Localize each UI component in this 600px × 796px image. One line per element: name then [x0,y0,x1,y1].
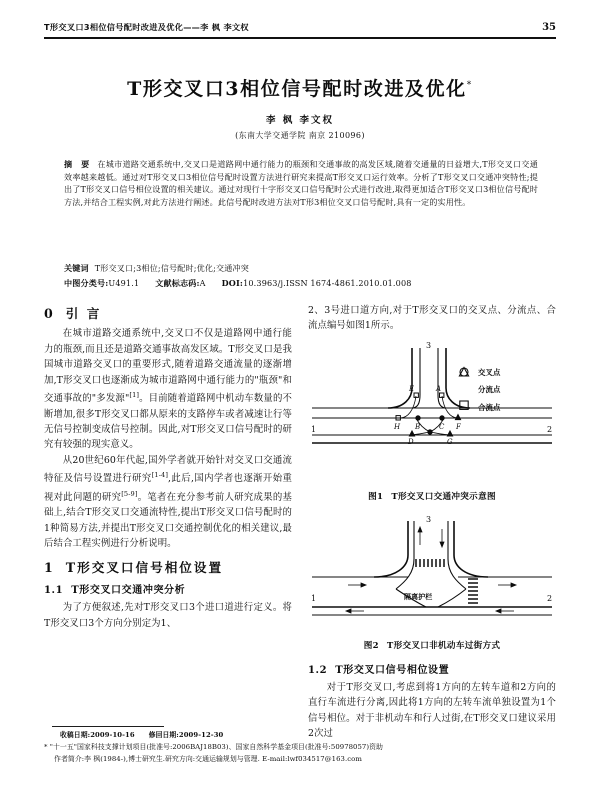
running-head-title: T形交叉口3相位信号配时改进及优化——李 枫 李文权 [44,22,249,32]
received-label: 收稿日期: [60,731,91,739]
figure-1-approach-2: 2 [547,424,553,434]
intro-p2-c: 。笔者在充分参考前人研究成果的基础上,结合T形交叉口交通流特性,提出T形交叉口信号配时的1种简易方法,并提出T形交叉口交通控制优化的相关建议,最后结合工程实例进行分析说明。 [44,491,292,550]
legend-label-2: 合流点 [478,402,501,412]
abstract-label: 摘 要 [64,159,93,169]
intro-paragraph-1 [44,326,292,452]
figure-1-caption [308,490,556,505]
doc-code-value: A [199,278,206,288]
figure-1-caption-text: T形交叉口交通冲突示意图 [391,491,496,502]
intro-p2-a: 从20世纪60年代起,国外学者就开始针对交叉口交通流特征及信号设置进行研究 [44,454,292,485]
figure-1-label-G: G [447,437,453,446]
doi-value: 10.3963/j.ISSN 1674-4861.2010.01.008 [243,278,412,288]
figure-2-inner-label: 隔离护栏 [404,593,433,602]
revised-date: 2009-12-30 [178,731,224,739]
header-rule [44,37,556,39]
figure-1-label-F: F [456,422,461,431]
figure-1-legend [459,367,501,412]
left-column [44,303,292,631]
article-title-text: T形交叉口3相位信号配时改进及优化 [127,78,467,100]
running-head [44,22,556,33]
legend-label-1: 分流点 [478,384,501,394]
received-date: 2009-10-16 [90,731,135,739]
intro-p2-b: ,此后,国内学者也逐渐开始重视对此问题的研究 [44,473,292,503]
figure-1-approach-3: 3 [426,340,432,350]
section-number-1-1: 1.1 [44,584,64,596]
figure-1-approach-1: 1 [311,424,317,434]
footnote-bio: 作者简介:李 枫(1984-),博士研究生.研究方向:交通运输规划与管理. E-mail:lwf034517@163.com [54,754,362,763]
figure-2-crosswalk-north [416,559,444,567]
intro-p2-ref2: [5-9] [121,489,138,498]
legend-label-0: 交叉点 [478,367,501,377]
section-number-1: 1 [44,560,55,576]
title-footnote-mark: * [466,80,473,91]
right-column [308,303,556,742]
page-number: 35 [542,22,556,33]
publication-dates [60,729,360,739]
abstract-text: 在城市道路交通系统中,交叉口是道路网中通行能力的瓶颈和交通事故的高发区域,随着交通量的日益增大,T形交叉口交通效率越来越低。通过对T形交叉口3相位信号配时设置方法进行研究来提高T形交叉口运行效率。分析了T形交叉口交通冲突特性;提出了T形交叉口信号相位设置的相关建议。通过对现行十字形交叉口信号配时公式进行改进,取得更加适合T形交叉口3相位信号配时方法,并结合工程实例,对此方法进行阐述。此信号配时改进方法对T形3相位交叉口信号配时,具有一定的实用性。 [64,159,538,207]
figure-1-caption-number: 图1 [368,491,384,502]
keywords-block [64,262,538,275]
figure-2-caption-text: T形交叉口非机动车过街方式 [386,641,501,652]
clc-value: U491.1 [108,278,140,288]
figure-2-caption [308,639,556,654]
figure-1-label-C: C [439,422,445,431]
page-title [44,74,556,101]
figure-1-graphic [308,340,556,488]
keywords-label: 关键词 [64,263,89,273]
figure-2-caption-number: 图2 [363,641,379,652]
figure-2-graphic [308,515,556,637]
clc-label: 中图分类号: [64,278,109,288]
section-heading-intro [44,306,292,321]
figure-2-crosswalk-east [468,579,478,603]
section-heading-1-1 [44,583,292,598]
intro-paragraph-2 [44,453,292,552]
intro-p1-b: 。目前随着道路网中机动车数量的不断增加,很多T形交叉口都从原来的支路停车或者减速让行等无信号控制变成信号控制。因此,对T形交叉口信号配时的研究有较强的现实意义。 [44,393,292,451]
section-title-1: T形交叉口信号相位设置 [65,560,224,576]
section-title-1-2: T形交叉口信号相位设置 [335,664,450,676]
doc-code-label: 文献标志码: [155,278,200,288]
revised-label: 修回日期: [148,731,179,739]
figure-1 [308,340,556,505]
section-heading-1 [44,560,292,575]
section-1-1-paragraph-right: 2、3号进口道方向,对于T形交叉口的交叉点、分流点、合流点编号如图1所示。 [308,305,556,332]
author-list: 李 枫 李文权 [265,115,335,126]
intro-p1-ref: [1] [129,391,140,400]
footnote-fund: * "十一五"国家科技支撑计划项目(批准号:2006BAJ18B03)、国家自然科学基金项目(批准号:50978057)资助 [44,743,383,751]
figure-2-approach-1: 1 [311,594,317,604]
figure-1-label-D: D [408,437,414,446]
figure-2-approach-3: 3 [426,515,432,525]
keywords-text: T形交叉口;3相位;信号配时;优化;交通冲突 [94,263,249,273]
section-number-1-2: 1.2 [308,664,328,676]
figure-1-label-H: H [394,422,401,431]
figure-2 [308,515,556,654]
footnotes-block [44,742,556,765]
footnote-rule [52,726,164,727]
affiliation: (东南大学交通学院 南京 210096) [235,131,365,140]
section-1-2-paragraph: 对于T形交叉口,考虑到将1方向的左转车道和2方向的直行车流进行分离,因此将1方向的左转车流单独设置为1个信号相位。对于非机动车和行人过街,在T形交叉口建议采用2次过 [308,682,556,740]
figure-1-label-A: A [436,384,442,393]
intro-p2-ref1: [1-4] [151,471,168,480]
figure-2-approach-2: 2 [547,594,553,604]
figure-1-label-B: B [415,422,421,431]
section-1-1-paragraph-left: 为了方便叙述,先对T形交叉口3个进口道进行定义。将T形交叉口3个方向分别定为1、 [44,602,292,629]
abstract-block [64,158,538,208]
figure-1-label-E: E [409,384,415,393]
section-number-0: 0 [44,306,55,321]
section-title-0: 引 言 [65,306,102,321]
intro-p1-a: 在城市道路交通系统中,交叉口不仅是道路网中通行能力的瓶颈,而且还是道路交通事故高发区域。T形交叉口是我国城市道路交叉口的重要形式,随着道路交通流量的逐渐增加,T形交叉口也逐渐成为城市道路网中通行能力的"瓶颈"和交通事故的"多发源" [44,328,292,405]
doi-label: DOI: [221,278,244,288]
section-title-1-1: T形交叉口交通冲突分析 [71,584,186,596]
classification-block [64,277,538,290]
section-heading-1-2 [308,663,556,678]
